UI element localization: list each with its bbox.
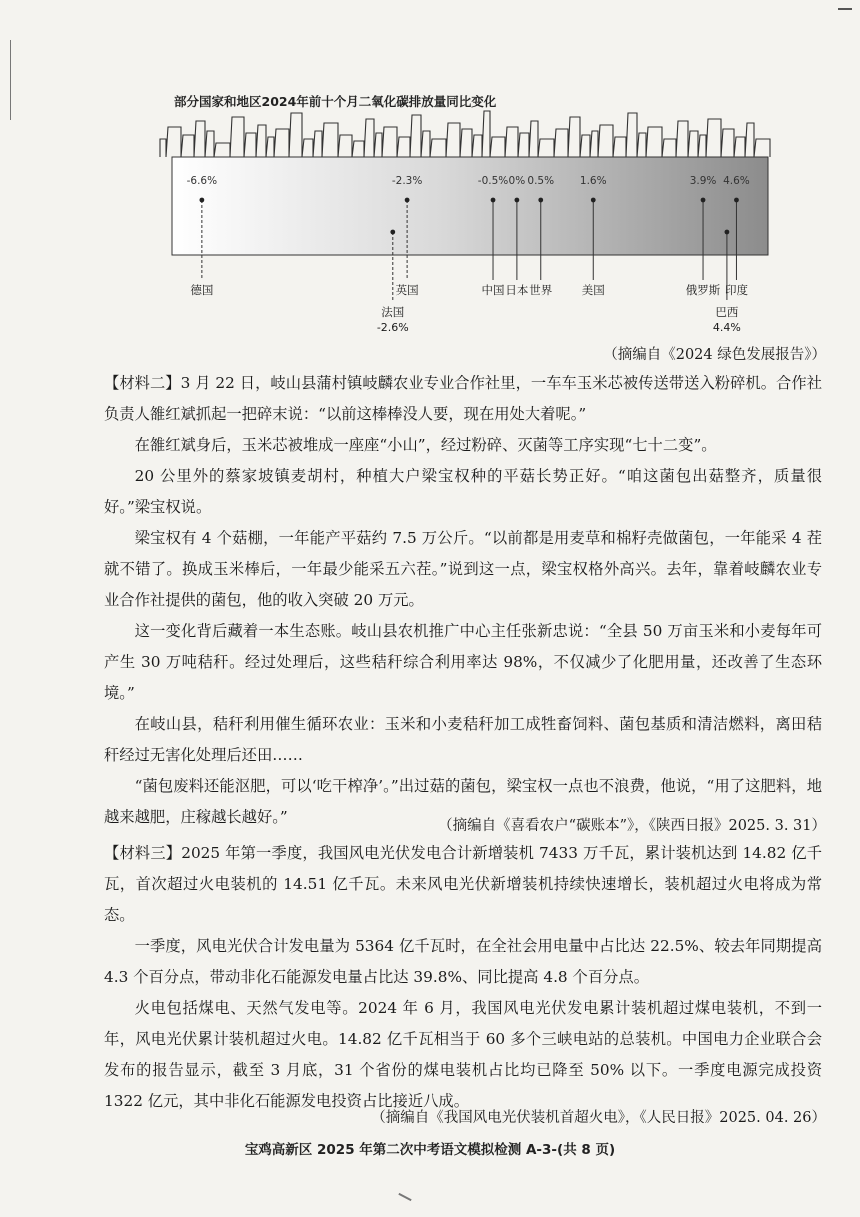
item-8-point — [725, 230, 730, 235]
item-9-country-label: 印度 — [724, 283, 748, 297]
item-5-value-label: 0.5% — [527, 175, 555, 187]
material2-para-4: 梁宝权有 4 个菇棚，一年能产平菇约 7.5 万公斤。“以前都是用麦草和棉籽壳做菌包，一年能采 4 茬就不错了。换成玉米棒后，一年最少能采五六茬。”说到这一点，梁宝权格外高兴。去年，靠着岐麟农业专业合作社提供的菌包，他的收入突破 20 万元。 — [104, 529, 822, 609]
material3-para-1: 【材料三】2025 年第一季度，我国风电光伏发电合计新增装机 7433 万千瓦，累计装机达到 14.82 亿千瓦，首次超过火电装机的 14.51 亿千瓦。未来风电光伏新增装机持续快速增长，装机超过火电将成为常态。 — [104, 844, 822, 924]
item-4-value-label: 0% — [508, 175, 526, 187]
material2-para-7: “菌包废料还能沤肥，可以‘吃干榨净’。”出过菇的菌包，梁宝权一点也不浪费，他说，“用了这肥料，地越来越肥，庄稼越长越好。” — [104, 777, 822, 826]
chart-title: 部分国家和地区2024年前十个月二氧化碳排放量同比变化 — [174, 94, 497, 109]
item-3-value-label: -0.5% — [477, 175, 509, 187]
item-8-value-label: 4.4% — [712, 321, 741, 334]
material3-para-2: 一季度，风电光伏合计发电量为 5364 亿千瓦时，在全社会用电量中占比达 22.5%、较去年同期提高 4.3 个百分点，带动非化石能源发电量占比达 39.8%、同比提高 4.8 个百分点。 — [104, 937, 822, 986]
item-3-point — [491, 198, 496, 203]
material3-para-3: 火电包括煤电、天然气发电等。2024 年 6 月，我国风电光伏发电累计装机超过煤电装机，不到一年，风电光伏累计装机超过火电。14.82 亿千瓦相当于 60 多个三峡电站的总装机。中国电力企业联合会发布的报告显示，截至 3 月底，31 个省份的煤电装机占比均已降至 50% 以下。一季度电源完成投资 1322 亿元，其中非化石能源发电投资占比接近八成。 — [104, 999, 822, 1110]
item-0-value-label: -6.6% — [186, 175, 218, 187]
item-7-point — [701, 198, 706, 203]
material2-para-6: 在岐山县，秸秆利用催生循环农业：玉米和小麦秸秆加工成牲畜饲料、菌包基质和清洁燃料，离田秸秆经过无害化处理后还田…… — [104, 715, 822, 764]
item-6-point — [591, 198, 596, 203]
item-2-country-label: 英国 — [395, 283, 419, 297]
item-0-point — [199, 198, 204, 203]
item-0-country-label: 德国 — [190, 283, 214, 297]
source-note-3: （摘编自《我国风电光伏装机首超火电》，《人民日报》2025. 04. 26） — [371, 1110, 826, 1126]
co2-change-chart — [0, 0, 860, 345]
item-6-value-label: 1.6% — [579, 175, 607, 187]
item-4-country-label: 日本 — [505, 283, 529, 297]
item-9-point — [734, 198, 739, 203]
item-1-point — [390, 230, 395, 235]
item-2-point — [405, 198, 410, 203]
material2-para-2: 在雒红斌身后，玉米芯被堆成一座座“小山”，经过粉碎、灭菌等工序实现“七十二变”。 — [134, 436, 717, 454]
item-3-country-label: 中国 — [481, 283, 505, 297]
item-1-country-label: 法国 — [381, 305, 405, 319]
source-note-2: （摘编自《喜看农户“碳账本”》，《陕西日报》2025. 3. 31） — [438, 818, 826, 834]
item-7-country-label: 俄罗斯 — [685, 283, 721, 297]
material2-para-3: 20 公里外的蔡家坡镇麦胡村，种植大户梁宝权种的平菇长势正好。“咱这菌包出菇整齐，质量很好。”梁宝权说。 — [104, 467, 822, 516]
item-1-value-label: -2.6% — [376, 321, 409, 334]
source-note-1: （摘编自《2024 绿色发展报告》） — [603, 347, 826, 363]
material2-para-1: 【材料二】3 月 22 日，岐山县蒲村镇岐麟农业专业合作社里，一车车玉米芯被传送带送入粉碎机。合作社负责人雒红斌抓起一把碎末说：“以前这棒棒没人要，现在用处大着呢。” — [104, 374, 822, 423]
item-7-value-label: 3.9% — [689, 175, 717, 187]
material2-para-5: 这一变化背后藏着一本生态账。岐山县农机推广中心主任张新忠说：“全县 50 万亩玉米和小麦每年可产生 30 万吨秸秆。经过处理后，这些秸秆综合利用率达 98%，不仅减少了化肥用量，还改善了生态环境。” — [104, 622, 822, 702]
chart-band — [172, 157, 768, 255]
item-8-country-label: 巴西 — [715, 305, 739, 319]
item-5-country-label: 世界 — [529, 283, 553, 297]
scan-stroke-mark — [398, 1193, 411, 1201]
item-4-point — [514, 198, 519, 203]
city-skyline-decoration — [160, 111, 770, 157]
page-footer: 宝鸡高新区 2025 年第二次中考语文模拟检测 A-3-(共 8 页) — [244, 1142, 616, 1158]
item-5-point — [538, 198, 543, 203]
item-9-value-label: 4.6% — [723, 175, 750, 187]
item-2-value-label: -2.3% — [391, 175, 423, 187]
item-6-country-label: 美国 — [581, 283, 605, 297]
